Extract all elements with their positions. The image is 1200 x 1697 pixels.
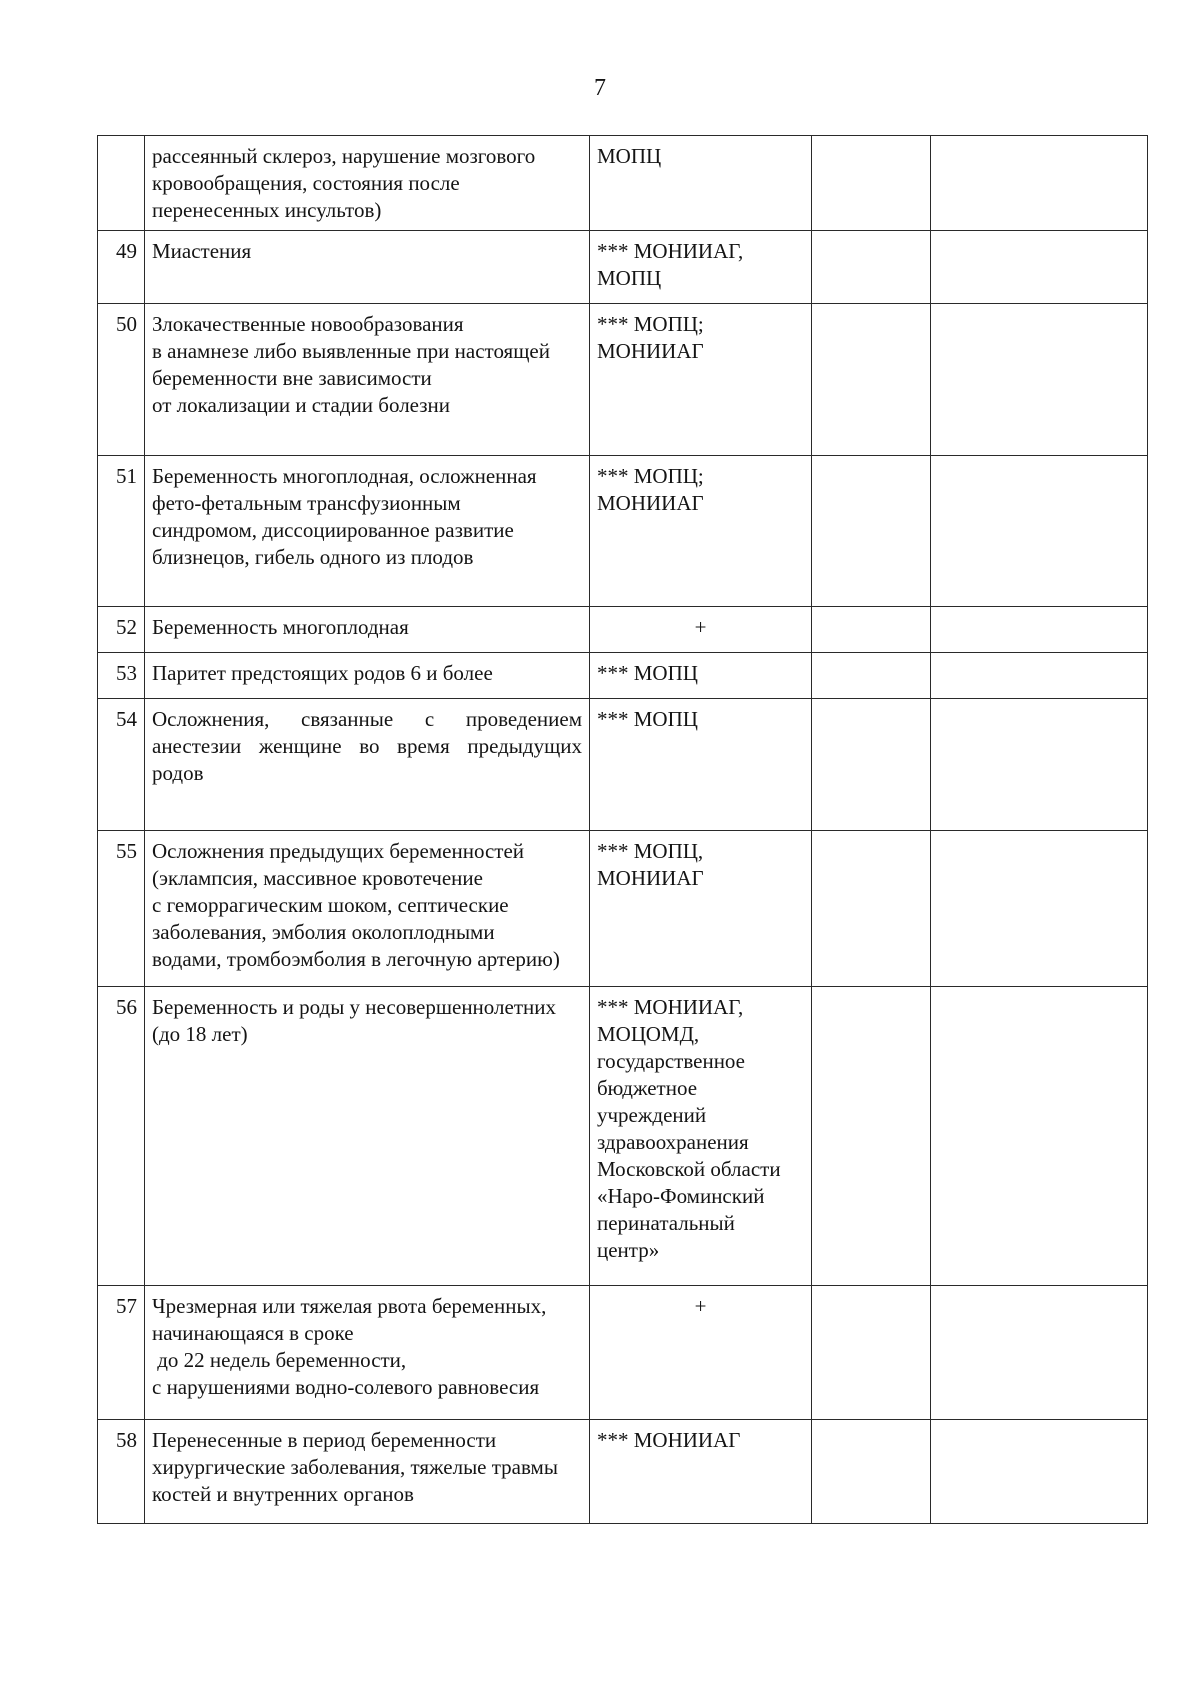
- empty-cell: [812, 1286, 931, 1420]
- table-row: [98, 231, 1148, 304]
- institution-cell: *** МОНИИАГ: [590, 1420, 812, 1524]
- empty-cell: [931, 607, 1148, 653]
- institution-cell: *** МОПЦ: [590, 699, 812, 831]
- empty-cell: [812, 699, 931, 831]
- row-number: 53: [98, 653, 145, 699]
- page-number: 7: [594, 75, 606, 101]
- row-number: 51: [98, 456, 145, 607]
- row-number: 50: [98, 304, 145, 456]
- institution-cell: *** МОПЦ, МОНИИАГ: [590, 831, 812, 987]
- row-number: 49: [98, 231, 145, 304]
- table-row: [98, 831, 1148, 987]
- referral-table: [97, 135, 1148, 1524]
- table-row: [98, 607, 1148, 653]
- condition-cell: Перенесенные в период беременности хирургические заболевания, тяжелые травмы костей и внутренних органов: [145, 1420, 590, 1524]
- row-number: 55: [98, 831, 145, 987]
- plus-mark: +: [590, 1286, 812, 1420]
- empty-cell: [931, 653, 1148, 699]
- condition-cell: рассеянный склероз, нарушение мозгового кровообращения, состояния после перенесенных инсультов): [145, 136, 590, 231]
- institution-cell: *** МОПЦ; МОНИИАГ: [590, 304, 812, 456]
- empty-cell: [812, 231, 931, 304]
- empty-cell: [812, 136, 931, 231]
- institution-cell: *** МОНИИАГ, МОПЦ: [590, 231, 812, 304]
- empty-cell: [812, 831, 931, 987]
- institution-cell: *** МОНИИАГ, МОЦОМД, государственное бюджетное учреждений здравоохранения Московской области «Наро-Фоминский перинатальный центр»: [590, 987, 812, 1286]
- condition-cell: Чрезмерная или тяжелая рвота беременных, начинающаяся в сроке до 22 недель беременности, с нарушениями водно-солевого равновесия: [145, 1286, 590, 1420]
- empty-cell: [812, 456, 931, 607]
- condition-cell: Беременность и роды у несовершеннолетних (до 18 лет): [145, 987, 590, 1286]
- table-row: [98, 1286, 1148, 1420]
- table-row: [98, 653, 1148, 699]
- table-row: [98, 304, 1148, 456]
- condition-cell: Осложнения, связанные с проведением анестезии женщине во время предыдущих родов: [145, 699, 590, 831]
- table-row: [98, 987, 1148, 1286]
- empty-cell: [812, 607, 931, 653]
- empty-cell: [931, 987, 1148, 1286]
- condition-cell: Беременность многоплодная: [145, 607, 590, 653]
- empty-cell: [931, 831, 1148, 987]
- condition-cell: Миастения: [145, 231, 590, 304]
- condition-cell: Беременность многоплодная, осложненная фето-фетальным трансфузионным синдромом, диссоциированное развитие близнецов, гибель одного из плодов: [145, 456, 590, 607]
- row-number: 54: [98, 699, 145, 831]
- empty-cell: [931, 231, 1148, 304]
- plus-mark: +: [590, 607, 812, 653]
- empty-cell: [931, 1286, 1148, 1420]
- table-row: [98, 699, 1148, 831]
- empty-cell: [812, 653, 931, 699]
- row-number: 57: [98, 1286, 145, 1420]
- empty-cell: [931, 456, 1148, 607]
- empty-cell: [812, 1420, 931, 1524]
- institution-cell: МОПЦ: [590, 136, 812, 231]
- condition-cell: Осложнения предыдущих беременностей (эклампсия, массивное кровотечение с геморрагическим шоком, септические заболевания, эмболия околоплодными водами, тромбоэмболия в легочную артерию): [145, 831, 590, 987]
- row-number: 52: [98, 607, 145, 653]
- empty-cell: [931, 699, 1148, 831]
- institution-cell: *** МОПЦ: [590, 653, 812, 699]
- empty-cell: [931, 136, 1148, 231]
- empty-cell: [931, 1420, 1148, 1524]
- table-row: [98, 1420, 1148, 1524]
- table-row: [98, 136, 1148, 231]
- table-row: [98, 456, 1148, 607]
- row-number: 58: [98, 1420, 145, 1524]
- institution-cell: *** МОПЦ; МОНИИАГ: [590, 456, 812, 607]
- row-number: 56: [98, 987, 145, 1286]
- empty-cell: [812, 987, 931, 1286]
- row-number: [98, 136, 145, 231]
- condition-cell: Злокачественные новообразования в анамнезе либо выявленные при настоящей беременности вне зависимости от локализации и стадии болезни: [145, 304, 590, 456]
- empty-cell: [812, 304, 931, 456]
- empty-cell: [931, 304, 1148, 456]
- condition-cell: Паритет предстоящих родов 6 и более: [145, 653, 590, 699]
